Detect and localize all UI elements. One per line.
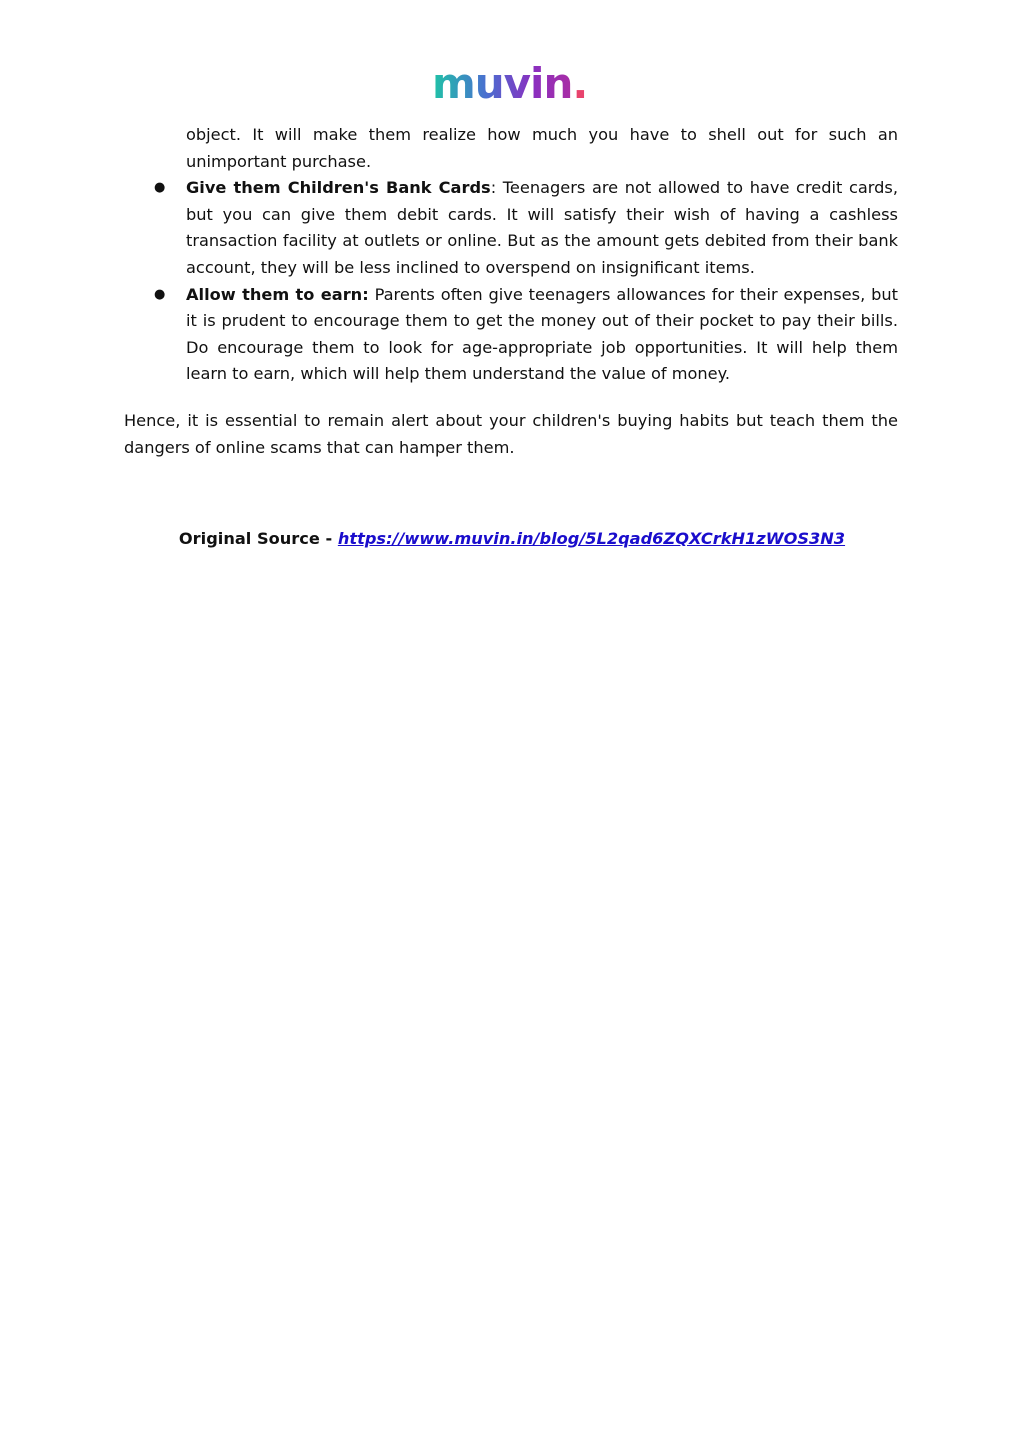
closing-paragraph: Hence, it is essential to remain alert about your children's buying habits but teach them the dangers of online scams that can hamper them.	[124, 410, 898, 457]
bullet-heading: Give them Children's Bank Cards	[186, 178, 491, 198]
source-label: Original Source -	[178, 529, 338, 548]
tips-list	[124, 122, 898, 388]
bullet-icon: ●	[154, 180, 166, 196]
list-item	[124, 175, 898, 281]
logo-text: muvin.	[432, 62, 588, 104]
document-body	[124, 122, 898, 477]
bullet-text: : Teenagers are not allowed to have credit cards, but you can give them debit cards. It will satisfy their wish of having a cashless transaction facility at outlets or online. But as the amount gets debited from their bank account, they will be less inclined to overspend on insignificant items.	[186, 178, 898, 277]
source-link[interactable]: https://www.muvin.in/blog/5L2qad6ZQXCrkH1zWOS3N3	[337, 529, 846, 548]
logo-graphic	[432, 62, 592, 104]
list-item	[124, 282, 898, 388]
original-source	[0, 529, 1024, 548]
bullet-heading: Allow them to earn:	[186, 284, 369, 304]
bullet-text: Parents often give teenagers allowances for their expenses, but it is prudent to encourage them to get the money out of their pocket to pay their bills. Do encourage them to look for age-appropriate job opportunities. It will help them learn to earn, which will help them understand the value of money.	[186, 284, 898, 384]
bullet-icon: ●	[154, 286, 166, 302]
muvin-logo	[0, 62, 1024, 108]
continuation-text: object. It will make them realize how much you have to shell out for such an unimportant purchase.	[186, 125, 898, 171]
list-item-continuation	[124, 122, 898, 175]
